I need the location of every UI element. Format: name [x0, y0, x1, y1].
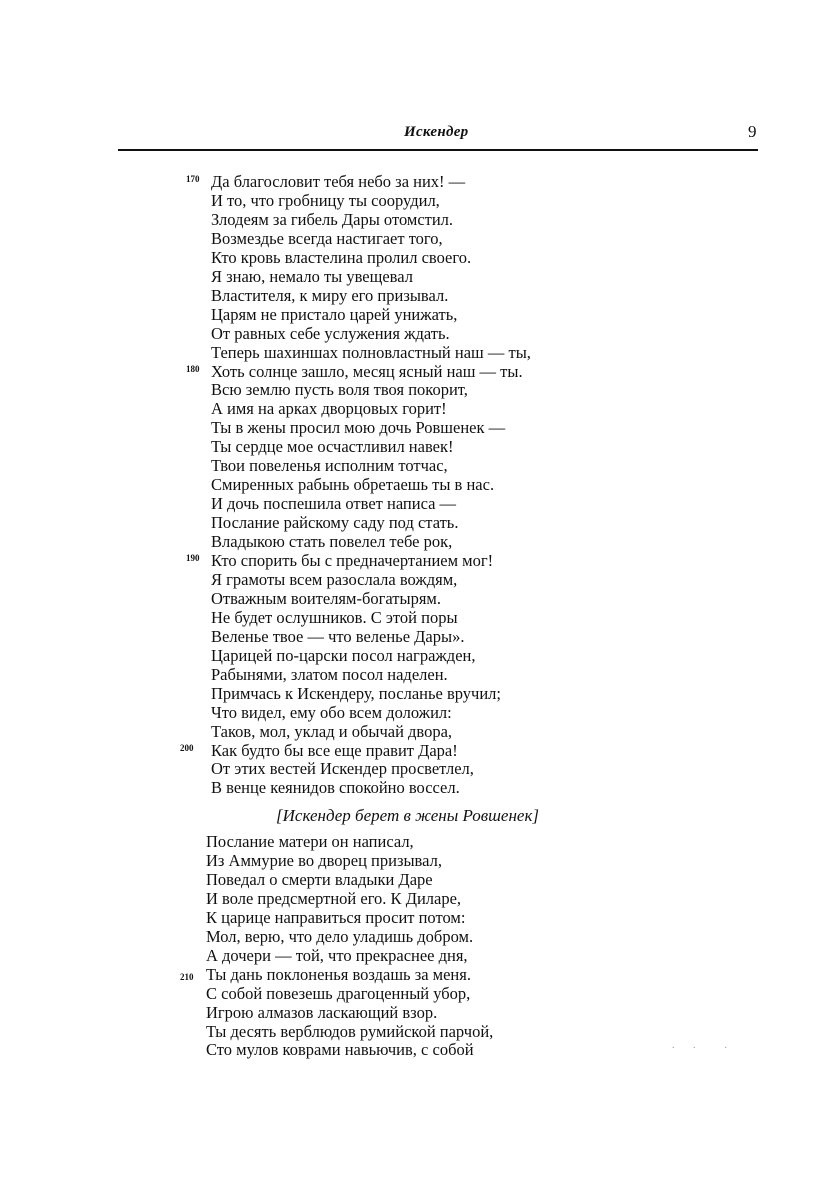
- verse-line: Ты в жены просил мою дочь Ровшенек —: [211, 418, 506, 438]
- page-number: 9: [748, 122, 757, 141]
- line-number: 190: [186, 553, 200, 563]
- verse-line: Всю землю пусть воля твоя покорит,: [211, 380, 468, 400]
- verse-line: В венце кеянидов спокойно воссел.: [211, 778, 460, 798]
- verse-line: Примчась к Искендеру, посланье вручил;: [211, 683, 501, 703]
- verse-line: Смиренных рабынь обретаешь ты в нас.: [211, 475, 495, 495]
- verse-line: От равных себе услужения ждать.: [211, 323, 450, 343]
- line-number: 210: [180, 972, 194, 982]
- verse-line: Ты сердце мое осчастливил навек!: [211, 437, 454, 457]
- verse-line: Послание матери он написал,: [206, 832, 414, 851]
- verse-line: Сто мулов коврами навьючив, с собой: [206, 1040, 474, 1060]
- page-speckles: . . .: [672, 1040, 735, 1051]
- verse-line: Кто кровь властелина пролил своего.: [211, 247, 472, 267]
- verse-line: Возмездье всегда настигает того,: [211, 228, 443, 248]
- verse-line: С собой повезешь драгоценный убор,: [206, 983, 471, 1003]
- verse-line: И то, что гробницу ты соорудил,: [211, 190, 440, 210]
- verse-line: Да благословит тебя небо за них! —: [211, 172, 466, 191]
- line-number: 200: [180, 743, 194, 753]
- verse-line: И воле предсмертной его. К Диларе,: [206, 888, 462, 908]
- verse-line: Как будто бы все еще правит Дара!: [211, 740, 458, 760]
- verse-line: Я знаю, немало ты увещевал: [211, 266, 413, 286]
- verse-line: А имя на арках дворцовых горит!: [211, 399, 447, 419]
- verse-line: Я грамоты всем разослала вождям,: [211, 569, 458, 589]
- verse-line: К царице направиться просит потом:: [206, 907, 466, 927]
- verse-line: Ты десять верблюдов румийской парчой,: [206, 1021, 494, 1041]
- line-number: 180: [186, 364, 200, 374]
- verse-line: Не будет ослушников. С этой поры: [211, 607, 458, 627]
- line-number: 170: [186, 174, 200, 184]
- verse-line: Что видел, ему обо всем доложил:: [211, 702, 452, 722]
- verse-line: Твои повеленья исполним тотчас,: [211, 456, 448, 476]
- verse-line: Послание райскому саду под стать.: [211, 513, 459, 533]
- verse-line: Ты дань поклоненья воздашь за меня.: [206, 964, 471, 984]
- verse-line: Хоть солнце зашло, месяц ясный наш — ты.: [211, 361, 523, 381]
- verse-line: А дочери — той, что прекраснее дня,: [206, 945, 468, 965]
- verse-line: Теперь шахиншах полновластный наш — ты,: [211, 342, 531, 362]
- verse-line: Из Аммурие во дворец призывал,: [206, 850, 442, 870]
- header-rule: [118, 149, 758, 151]
- verse-line: И дочь поспешила ответ написа —: [211, 494, 457, 514]
- verse-line: Царицей по-царски посол награжден,: [211, 645, 476, 665]
- verse-line: Веленье твое — что веленье Дары».: [211, 626, 465, 646]
- verse-line: Рабынями, златом посол наделен.: [211, 664, 448, 684]
- running-title: Искендер: [404, 124, 469, 140]
- verse-line: Кто спорить бы с предначертанием мог!: [211, 551, 494, 570]
- verse-line: От этих вестей Искендер просветлел,: [211, 759, 474, 779]
- section-title: [Искендер берет в жены Ровшенек]: [276, 806, 540, 825]
- verse-line: Мол, верю, что дело уладишь добром.: [206, 926, 474, 946]
- verse-line: Властителя, к миру его призывал.: [211, 285, 449, 305]
- verse-line: Поведал о смерти владыки Даре: [206, 869, 433, 889]
- verse-line: Игрою алмазов ласкающий взор.: [206, 1002, 438, 1022]
- verse-line: Отважным воителям-богатырям.: [211, 588, 441, 608]
- verse-line: Царям не пристало царей унижать,: [211, 304, 458, 324]
- verse-line: Владыкою стать повелел тебе рок,: [211, 532, 453, 552]
- verse-line: Злодеям за гибель Дары отомстил.: [211, 209, 454, 229]
- verse-line: Таков, мол, уклад и обычай двора,: [211, 721, 453, 741]
